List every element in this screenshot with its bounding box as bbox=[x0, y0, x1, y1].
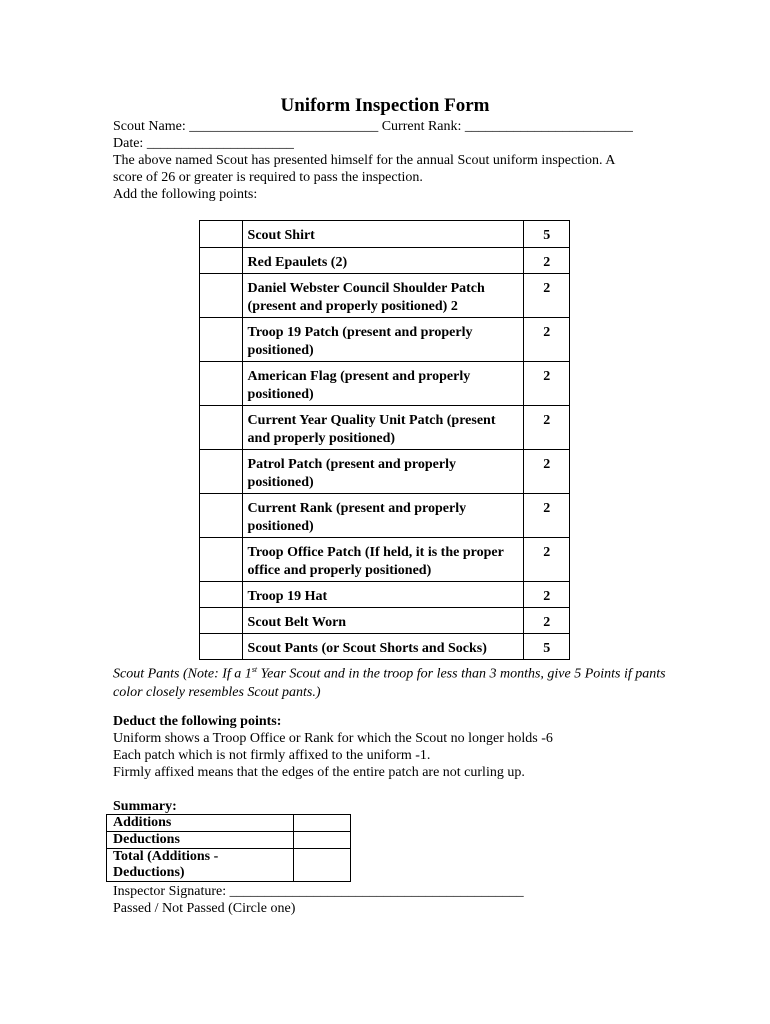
item-points: 2 bbox=[524, 406, 570, 450]
check-cell[interactable] bbox=[200, 494, 243, 538]
item-points: 5 bbox=[524, 634, 570, 660]
add-points-label: Add the following points: bbox=[113, 187, 258, 202]
summary-label: Additions bbox=[107, 815, 294, 832]
table-row bbox=[107, 832, 351, 849]
item-points: 2 bbox=[524, 494, 570, 538]
item-label: Red Epaulets (2) bbox=[242, 248, 524, 274]
check-cell[interactable] bbox=[200, 318, 243, 362]
check-cell[interactable] bbox=[200, 538, 243, 582]
deduct-heading: Deduct the following points: bbox=[113, 714, 282, 729]
summary-value-cell[interactable] bbox=[294, 849, 351, 882]
item-label: Troop Office Patch (If held, it is the proper office and properly positioned) bbox=[242, 538, 524, 582]
note-text-start: Scout Pants (Note: If a 1 bbox=[113, 666, 252, 682]
deduct-line-1: Uniform shows a Troop Office or Rank for which the Scout no longer holds -6 bbox=[113, 731, 553, 746]
item-label: Patrol Patch (present and properly positioned) bbox=[242, 450, 524, 494]
deduct-line-2: Each patch which is not firmly affixed to the uniform -1. bbox=[113, 748, 431, 763]
item-points: 2 bbox=[524, 318, 570, 362]
check-cell[interactable] bbox=[200, 248, 243, 274]
table-row bbox=[200, 494, 570, 538]
table-row bbox=[107, 815, 351, 832]
summary-heading: Summary: bbox=[113, 799, 177, 814]
summary-value-cell[interactable] bbox=[294, 832, 351, 849]
item-label: Current Rank (present and properly positioned) bbox=[242, 494, 524, 538]
note-superscript: st bbox=[251, 665, 258, 674]
points-table bbox=[199, 220, 570, 660]
item-points: 2 bbox=[524, 582, 570, 608]
form-title: Uniform Inspection Form bbox=[280, 95, 490, 116]
summary-value-cell[interactable] bbox=[294, 815, 351, 832]
scout-name-line: Scout Name: ___________________________ Current Rank: ________________________ bbox=[113, 119, 633, 134]
item-label: Troop 19 Hat bbox=[242, 582, 524, 608]
passed-line: Passed / Not Passed (Circle one) bbox=[113, 901, 296, 916]
table-row bbox=[107, 849, 351, 882]
summary-label: Total (Additions - Deductions) bbox=[107, 849, 294, 882]
item-label: Current Year Quality Unit Patch (present and properly positioned) bbox=[242, 406, 524, 450]
item-label: Troop 19 Patch (present and properly positioned) bbox=[242, 318, 524, 362]
table-row bbox=[200, 450, 570, 494]
check-cell[interactable] bbox=[200, 450, 243, 494]
item-label: Daniel Webster Council Shoulder Patch (present and properly positioned) 2 bbox=[242, 274, 524, 318]
table-row bbox=[200, 362, 570, 406]
table-row bbox=[200, 538, 570, 582]
summary-table bbox=[106, 814, 351, 882]
note-text-end: Year Scout and in the troop for less than 3 months, give 5 Points if pants color closely resembles Scout pants.) bbox=[113, 666, 666, 700]
check-cell[interactable] bbox=[200, 274, 243, 318]
date-line: Date: _____________________ bbox=[113, 136, 294, 151]
deduct-line-3: Firmly affixed means that the edges of the entire patch are not curling up. bbox=[113, 765, 525, 780]
item-points: 2 bbox=[524, 362, 570, 406]
summary-label: Deductions bbox=[107, 832, 294, 849]
item-label: Scout Belt Worn bbox=[242, 608, 524, 634]
item-points: 2 bbox=[524, 274, 570, 318]
table-row bbox=[200, 221, 570, 248]
item-points: 2 bbox=[524, 248, 570, 274]
table-row bbox=[200, 248, 570, 274]
table-row bbox=[200, 582, 570, 608]
check-cell[interactable] bbox=[200, 608, 243, 634]
item-points: 2 bbox=[524, 450, 570, 494]
table-row bbox=[200, 634, 570, 660]
item-points: 2 bbox=[524, 608, 570, 634]
intro-line-2: score of 26 or greater is required to pass the inspection. bbox=[113, 170, 423, 185]
check-cell[interactable] bbox=[200, 221, 243, 248]
item-points: 5 bbox=[524, 221, 570, 248]
inspector-signature-line: Inspector Signature: __________________________________________ bbox=[113, 884, 524, 899]
table-row bbox=[200, 608, 570, 634]
check-cell[interactable] bbox=[200, 582, 243, 608]
check-cell[interactable] bbox=[200, 406, 243, 450]
check-cell[interactable] bbox=[200, 634, 243, 660]
item-points: 2 bbox=[524, 538, 570, 582]
item-label: Scout Shirt bbox=[242, 221, 524, 248]
intro-line-1: The above named Scout has presented himself for the annual Scout uniform inspection. A bbox=[113, 153, 616, 168]
item-label: American Flag (present and properly positioned) bbox=[242, 362, 524, 406]
table-row bbox=[200, 274, 570, 318]
scout-pants-note bbox=[113, 661, 673, 702]
item-label: Scout Pants (or Scout Shorts and Socks) bbox=[242, 634, 524, 660]
check-cell[interactable] bbox=[200, 362, 243, 406]
table-row bbox=[200, 406, 570, 450]
table-row bbox=[200, 318, 570, 362]
